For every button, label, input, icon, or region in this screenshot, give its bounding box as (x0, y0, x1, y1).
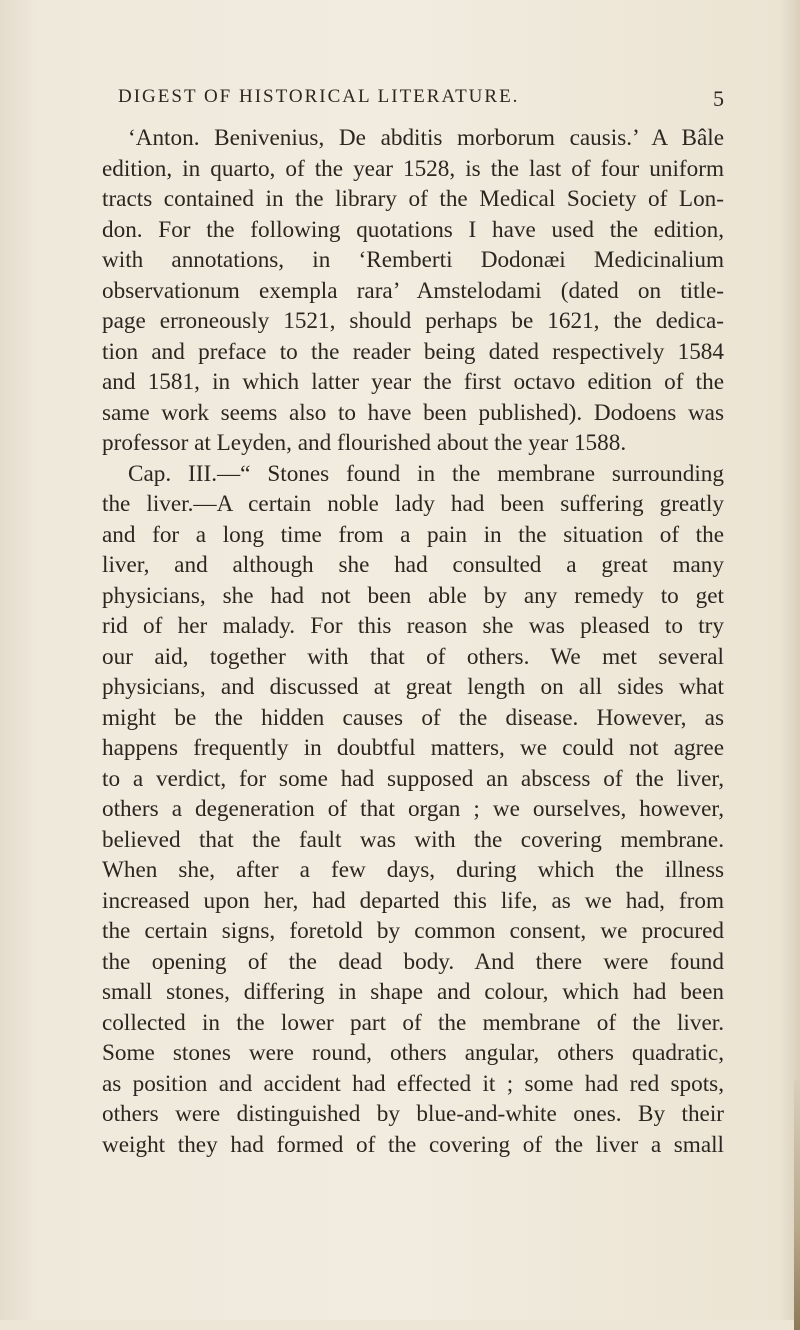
text-line: rid of her malady. For this reason she was pleased to try (102, 613, 724, 639)
text-line: professor at Leyden, and flourished about the year 1588. (102, 430, 627, 456)
text-line: happens frequently in doubtful matters, we could not agree (102, 735, 724, 761)
text-line: small stones, differing in shape and colour, which had been (102, 979, 724, 1005)
text-line: weight they had formed of the covering of the liver a small (102, 1131, 724, 1158)
text-line: Some stones were round, others angular, others quadratic, (102, 1040, 724, 1066)
text-line: with annotations, in ‘Remberti Dodonæi Medicinalium (102, 247, 724, 273)
text-line: others a degeneration of that organ ; we ourselves, however, (102, 796, 724, 822)
text-line: When she, after a few days, during which the illness (102, 857, 724, 883)
page-edge-shadow (794, 1080, 800, 1330)
text-line: increased upon her, had departed this life, as we had, from (102, 887, 724, 914)
running-title: DIGEST OF HISTORICAL LITERATURE. (118, 86, 520, 107)
text-line: physicians, she had not been able by any remedy to get (102, 582, 724, 609)
text-line: others were distinguished by blue-and-white ones. By their (102, 1101, 724, 1127)
text-line: Cap. III.—“ Stones found in the membrane surrounding (128, 460, 724, 487)
text-line: to a verdict, for some had supposed an abscess of the liver, (102, 765, 724, 792)
text-line: tion and preface to the reader being dated respectively 1584 (102, 338, 724, 365)
body-text (102, 123, 724, 1160)
text-line: believed that the fault was with the covering membrane. (102, 826, 724, 853)
text-line: collected in the lower part of the membrane of the liver. (102, 1009, 724, 1036)
text-line: observationum exempla rara’ Amstelodami (dated on title- (102, 277, 724, 304)
text-line: liver, and although she had consulted a great many (102, 552, 724, 578)
text-line: ‘Anton. Benivenius, De abditis morborum causis.’ A Bâle (128, 125, 724, 151)
text-line: might be the hidden causes of the disease. However, as (102, 704, 724, 731)
text-line: and for a long time from a pain in the situation of the (102, 521, 724, 548)
text-line: same work seems also to have been published). Dodoens was (102, 399, 724, 426)
text-line: as position and accident had effected it ; some had red spots, (102, 1070, 724, 1097)
text-line: the liver.—A certain noble lady had been suffering greatly (102, 491, 724, 517)
text-line: physicians, and discussed at great length on all sides what (102, 674, 724, 700)
text-line: page erroneously 1521, should perhaps be 1621, the dedica- (102, 308, 724, 334)
text-line: the opening of the dead body. And there were found (102, 948, 724, 975)
text-line: edition, in quarto, of the year 1528, is the last of four uniform (102, 155, 724, 182)
text-line: the certain signs, foretold by common consent, we procured (102, 918, 724, 944)
text-line: our aid, together with that of others. We met several (102, 643, 724, 670)
text-line: tracts contained in the library of the Medical Society of Lon- (102, 186, 724, 212)
text-line: and 1581, in which latter year the first octavo edition of the (102, 369, 724, 395)
text-line: don. For the following quotations I have used the edition, (102, 216, 724, 243)
page-number: 5 (713, 86, 724, 111)
